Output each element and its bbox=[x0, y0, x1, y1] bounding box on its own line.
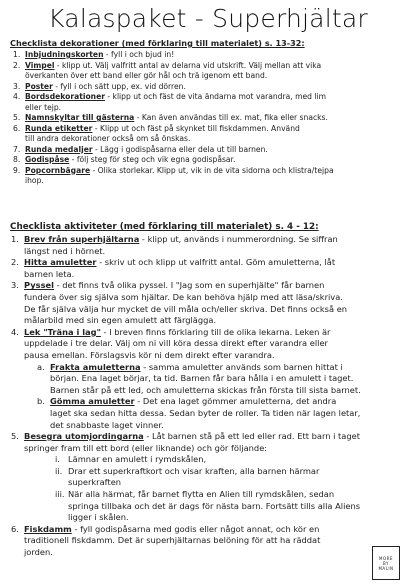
item-description: jorden. bbox=[24, 547, 53, 558]
item-description: pausa emellan. Förslagsvis kör ni dem direkt efter varandra. bbox=[24, 349, 275, 360]
item-number: iii. bbox=[55, 489, 65, 500]
item-name: Poster bbox=[25, 81, 53, 91]
item-number: 1. bbox=[11, 234, 19, 244]
item-description: superkraften bbox=[68, 477, 122, 488]
item-description: - Låt barnen stå på ett led eller rad. Ett barn i taget bbox=[143, 431, 361, 442]
item-description: traditionell fiskdamm. Det är superhjältarnas belöning för att ha räddat bbox=[24, 535, 321, 546]
item-description: Drar ett superkraftkort och visar kraften, alla barnen härmar bbox=[68, 465, 320, 476]
activity-subitem bbox=[37, 361, 410, 397]
item-number: 6. bbox=[13, 123, 21, 133]
item-name: Runda medaljer bbox=[25, 144, 93, 154]
item-description: målarbild med sin egen amulett att färglägga. bbox=[24, 315, 217, 326]
item-description: Lämnar en amulett i rymdskålen, bbox=[68, 454, 207, 465]
item-description: - Olika storlekar. Klipp ut, vik in de vita sidorna och klistra/tejpa bbox=[90, 165, 334, 175]
item-number: 8. bbox=[13, 155, 21, 164]
decoration-item bbox=[13, 123, 410, 145]
activity-subitem bbox=[37, 396, 410, 431]
page-title: Kalaspaket - Superhjältar bbox=[48, 4, 368, 33]
logo-line: BY bbox=[383, 560, 389, 566]
item-name: Brev från superhjältarna bbox=[24, 234, 140, 244]
item-description: - följ steg för steg och vik egna godispåsar. bbox=[69, 155, 236, 164]
item-number: 7. bbox=[13, 144, 21, 154]
item-name: Besegra utomjordingarna bbox=[24, 431, 144, 442]
item-description: Barnen står på ett led, och amuletterna skickas från första till sista barnet. bbox=[50, 384, 361, 395]
item-name: Frakta amuletterna bbox=[50, 361, 141, 372]
decoration-item bbox=[13, 144, 410, 156]
item-name: Runda etiketter bbox=[25, 123, 93, 133]
activity-step bbox=[55, 465, 410, 489]
decoration-item bbox=[13, 60, 410, 82]
item-number: 5. bbox=[11, 431, 19, 442]
item-number: 1. bbox=[13, 50, 21, 59]
item-number: 3. bbox=[13, 81, 21, 91]
item-name: Inbjudningskorten bbox=[25, 50, 104, 59]
item-description: - fyll godispåsarna med godis eller något annat, och kör en bbox=[71, 523, 320, 534]
item-description: - det finns två olika pyssel. I "Jag som en superhjälte" får barnen bbox=[54, 280, 325, 291]
activity-step bbox=[55, 489, 410, 524]
item-description: till andra dekorationer också om så önskas. bbox=[25, 134, 191, 143]
logo-line: MORE bbox=[379, 555, 393, 561]
item-description: - skriv ut och klipp ut valfritt antal. Göm amuletterna, låt bbox=[96, 257, 336, 268]
item-number: 3. bbox=[11, 280, 19, 291]
decorations-checklist-heading: Checklista dekorationer (med förklaring till materialet) s. 13-32: bbox=[10, 38, 305, 48]
item-description: barnen leta. bbox=[24, 268, 75, 279]
item-description: eller tejp. bbox=[25, 102, 62, 112]
activities-list bbox=[11, 234, 410, 559]
item-number: 2. bbox=[13, 60, 21, 70]
item-name: Popcornbägare bbox=[25, 165, 91, 175]
item-description: - klipp ut och fäst de vita ändarna mot varandra, med lim bbox=[104, 92, 327, 101]
activity-item bbox=[11, 234, 410, 257]
item-name: Gömma amuletter bbox=[50, 396, 135, 407]
item-description: ihop. bbox=[25, 176, 44, 185]
item-name: Lek "Träna i lag" bbox=[24, 326, 101, 337]
item-name: Bordsdekorationer bbox=[25, 92, 105, 101]
item-description: springa tillbaka och det är dags för nästa barn. Fortsätt tills alla Aliens bbox=[68, 500, 361, 511]
item-name: Hitta amuletter bbox=[24, 257, 97, 268]
decoration-item bbox=[13, 155, 410, 166]
item-number: i. bbox=[55, 454, 60, 465]
logo-line: MALIN bbox=[378, 565, 394, 571]
item-number: ii. bbox=[55, 465, 63, 476]
item-name: Namnskyltar till gästerna bbox=[25, 113, 135, 122]
item-description: - Kan även användas till ex. mat, fika eller snacks. bbox=[134, 113, 328, 122]
item-description: När alla härmat, får barnet flytta en Alien till rymdskålen, sedan bbox=[68, 489, 335, 500]
activity-item bbox=[11, 523, 410, 559]
item-description: - Klipp ut och fäst på skynket till fiskdammen. Använd bbox=[92, 123, 300, 133]
item-description: - Lägg i godispåsarna eller dela ut till barnen. bbox=[92, 144, 268, 154]
item-number: 4. bbox=[11, 326, 19, 337]
item-name: Vimpel bbox=[25, 60, 55, 70]
activity-item bbox=[11, 326, 410, 362]
decoration-item bbox=[13, 92, 410, 113]
item-number: 2. bbox=[11, 257, 19, 268]
item-description: - klipp ut. Välj valfritt antal av delarna vid utskrift. Välj mellan att vika bbox=[54, 60, 322, 70]
item-description: överkanten över ett band eller gör hål och trä igenom ett band. bbox=[25, 71, 268, 80]
item-description: laget ska sedan hitta dessa. Sedan byter de roller. Ta tiden när lagen letar, bbox=[50, 407, 361, 418]
activity-item bbox=[11, 257, 410, 280]
item-number: a. bbox=[37, 361, 45, 372]
item-name: Godispåse bbox=[25, 155, 70, 164]
item-number: 4. bbox=[13, 92, 21, 101]
item-number: 9. bbox=[13, 165, 21, 175]
decoration-item bbox=[13, 81, 410, 93]
item-description: - fyll i och sätt upp, ex. vid dörren. bbox=[52, 81, 186, 91]
item-description: - I breven finns förklaring till de olika lekarna. Leken är bbox=[100, 326, 331, 337]
item-description: uppdelade i tre delar. Välj om ni vill köra dessa direkt efter varandra eller bbox=[24, 338, 328, 349]
item-name: Pyssel bbox=[24, 280, 54, 291]
item-name: Fiskdamm bbox=[24, 523, 72, 534]
activity-item bbox=[11, 280, 410, 326]
item-description: början. Ena laget börjar, ta tid. Barnen får bara hålla i en amulett i taget. bbox=[50, 373, 354, 384]
brand-logo bbox=[372, 546, 400, 580]
decoration-item bbox=[13, 113, 410, 124]
item-description: ligger i skålen. bbox=[68, 512, 129, 523]
item-description: - samma amuletter används som barnen hittat i bbox=[140, 361, 343, 372]
item-number: 5. bbox=[13, 113, 21, 122]
item-number: 6. bbox=[11, 523, 19, 534]
item-description: längst ned i hörnet. bbox=[24, 245, 106, 256]
decoration-item bbox=[13, 165, 410, 187]
item-description: springer fram till ett bord (eller liknande) och gör följande: bbox=[24, 442, 268, 453]
item-description: fundera över sig själva som hjältar. De kan behöva hjälp med att läsa/skriva. bbox=[24, 291, 343, 302]
item-description: det snabbaste laget vinner. bbox=[50, 419, 164, 430]
item-description: - Det ena laget gömmer amuletterna, det andra bbox=[134, 396, 337, 407]
activity-step bbox=[55, 454, 410, 466]
item-description: - klipp ut, används i nummerordning. Se siffran bbox=[139, 234, 338, 244]
item-description: De får själva välja hur mycket de vill måla och/eller skriva. Det finns också en bbox=[24, 303, 348, 314]
activity-item bbox=[11, 431, 410, 454]
item-description: - fyll i och bjud in! bbox=[103, 50, 175, 59]
item-number: b. bbox=[37, 396, 45, 407]
activities-checklist-heading: Checklista aktiviteter (med förklaring till materialet) s. 4 - 12: bbox=[10, 222, 319, 232]
decorations-list bbox=[13, 50, 410, 187]
decoration-item bbox=[13, 50, 410, 61]
